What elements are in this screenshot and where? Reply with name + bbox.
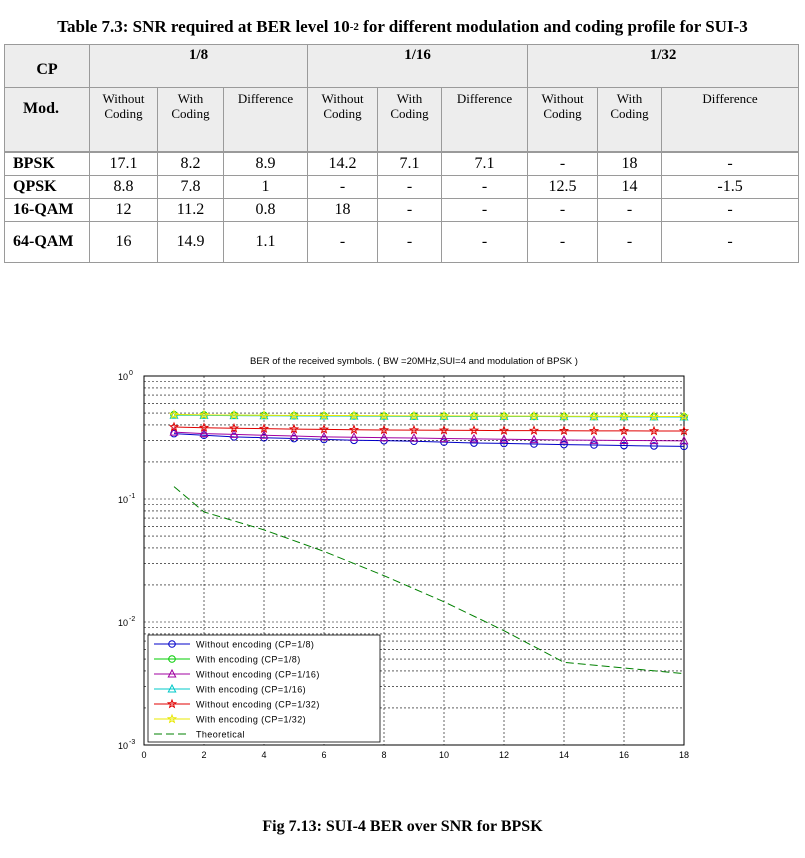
y-tick-exponent: -1 — [129, 493, 136, 500]
table-header-row-groups — [5, 45, 799, 88]
table-cell: 8.2 — [158, 152, 224, 176]
header-group-1-8: 1/8 — [90, 45, 308, 88]
ber-chart-svg — [108, 350, 708, 770]
x-tick-label: 14 — [558, 750, 570, 760]
table-cell: - — [378, 222, 442, 263]
table-title-exponent: -2 — [349, 21, 359, 33]
chart-series — [170, 411, 688, 674]
snr-table — [4, 44, 799, 263]
table-row — [5, 199, 799, 222]
x-tick-label: 18 — [678, 750, 690, 760]
table-cell: 8.8 — [90, 176, 158, 199]
y-tick-exponent: 0 — [129, 370, 133, 377]
table-cell: -1.5 — [662, 176, 799, 199]
header-without-coding: Without Coding — [90, 88, 158, 153]
legend-label: With encoding (CP=1/16) — [196, 684, 307, 695]
header-without-coding: Without Coding — [528, 88, 598, 153]
snr-table-container — [4, 44, 798, 256]
x-tick-label: 12 — [498, 750, 510, 760]
x-tick-label: 4 — [261, 750, 267, 760]
row-label: BPSK — [5, 152, 90, 176]
table-cell: 14.9 — [158, 222, 224, 263]
table-cell: - — [528, 152, 598, 176]
table-title-rest: for different modulation and coding profile for SUI-3 — [358, 17, 748, 36]
header-with-coding: With Coding — [598, 88, 662, 153]
table-cell: 11.2 — [158, 199, 224, 222]
figure-caption: Fig 7.13: SUI-4 BER over SNR for BPSK — [262, 818, 543, 835]
table-row — [5, 152, 799, 176]
table-cell: 18 — [308, 199, 378, 222]
header-without-coding: Without Coding — [308, 88, 378, 153]
chart-legend — [148, 635, 380, 742]
table-cell: - — [442, 199, 528, 222]
header-difference: Difference — [442, 88, 528, 153]
x-tick-label: 2 — [201, 750, 207, 760]
legend-label: With encoding (CP=1/8) — [196, 654, 301, 665]
table-cell: - — [662, 199, 799, 222]
table-cell: 7.1 — [378, 152, 442, 176]
series-with-encoding-cp-1-32- — [170, 411, 688, 420]
table-cell: - — [308, 222, 378, 263]
table-title — [0, 17, 805, 37]
table-cell: 12 — [90, 199, 158, 222]
table-cell: 14.2 — [308, 152, 378, 176]
y-tick-exponent: -2 — [129, 616, 136, 623]
table-cell: 8.9 — [224, 152, 308, 176]
y-tick-label: 10 — [117, 741, 128, 751]
y-tick-label: 10 — [117, 618, 128, 628]
table-cell: 18 — [598, 152, 662, 176]
table-header-row-sub — [5, 88, 799, 153]
y-tick-label: 10 — [117, 495, 128, 505]
table-cell: 0.8 — [224, 199, 308, 222]
chart-title: BER of the received symbols. ( BW =20MHz,SUI=4 and modulation of BPSK ) — [250, 356, 578, 367]
legend-label: With encoding (CP=1/32) — [196, 714, 307, 725]
table-title-main: Table 7.3: SNR required at BER level 10 — [57, 17, 350, 36]
series-line — [174, 427, 684, 431]
table-cell: 1 — [224, 176, 308, 199]
y-tick-label: 10 — [117, 372, 128, 382]
series-line — [174, 432, 684, 441]
legend-label: Without encoding (CP=1/32) — [196, 699, 320, 710]
table-cell: 7.1 — [442, 152, 528, 176]
header-cp: CP — [5, 45, 90, 88]
table-cell: 14 — [598, 176, 662, 199]
table-cell: - — [528, 222, 598, 263]
x-tick-label: 6 — [321, 750, 327, 760]
x-tick-label: 10 — [438, 750, 450, 760]
table-cell: - — [528, 199, 598, 222]
table-cell: - — [308, 176, 378, 199]
table-cell: 7.8 — [158, 176, 224, 199]
row-label: 16-QAM — [5, 199, 90, 222]
table-cell: 16 — [90, 222, 158, 263]
header-difference: Difference — [662, 88, 799, 153]
ber-chart — [108, 350, 708, 775]
table-cell: 12.5 — [528, 176, 598, 199]
legend-label: Without encoding (CP=1/16) — [196, 669, 320, 680]
header-with-coding: With Coding — [158, 88, 224, 153]
table-cell: - — [378, 176, 442, 199]
row-label: 64-QAM — [5, 222, 90, 263]
table-cell: - — [378, 199, 442, 222]
table-cell: - — [662, 222, 799, 263]
table-row — [5, 176, 799, 199]
header-group-1-32: 1/32 — [528, 45, 799, 88]
header-mod: Mod. — [5, 88, 90, 153]
table-cell: - — [442, 222, 528, 263]
header-with-coding: With Coding — [378, 88, 442, 153]
table-cell: - — [662, 152, 799, 176]
table-row — [5, 222, 799, 263]
row-label: QPSK — [5, 176, 90, 199]
marker-star — [170, 423, 178, 430]
legend-label: Theoretical — [196, 729, 245, 740]
table-cell: - — [598, 222, 662, 263]
table-cell: 1.1 — [224, 222, 308, 263]
table-cell: 17.1 — [90, 152, 158, 176]
table-cell: - — [442, 176, 528, 199]
y-tick-exponent: -3 — [129, 739, 136, 746]
x-tick-label: 16 — [618, 750, 630, 760]
table-cell: - — [598, 199, 662, 222]
legend-label: Without encoding (CP=1/8) — [196, 639, 315, 650]
x-tick-label: 8 — [381, 750, 387, 760]
header-group-1-16: 1/16 — [308, 45, 528, 88]
x-tick-label: 0 — [141, 750, 147, 760]
header-difference: Difference — [224, 88, 308, 153]
